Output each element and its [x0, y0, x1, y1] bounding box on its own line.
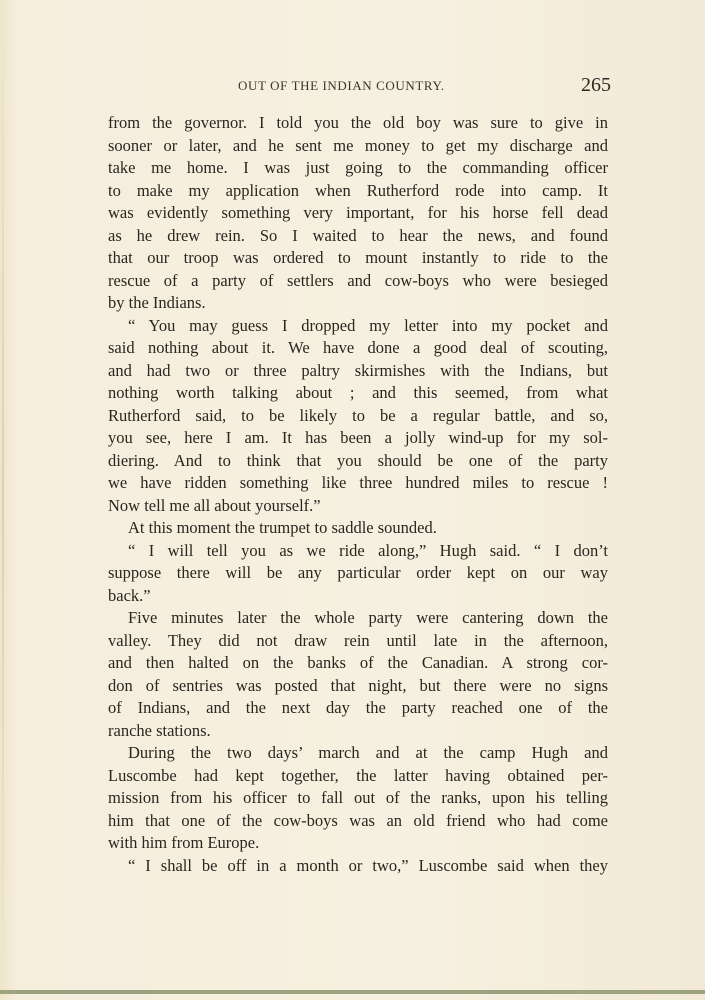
text-line: to make my application when Rutherford rode into camp. It	[108, 180, 608, 200]
text-line: At this moment the trumpet to saddle sounded.	[128, 518, 437, 537]
text-line: with him from Europe.	[108, 833, 260, 852]
text-line: that our troop was ordered to mount instantly to ride to the	[108, 248, 608, 267]
text-line: and had two or three paltry skirmishes with the Indians, but	[108, 360, 608, 380]
text-line: valley. They did not draw rein until late in the afternoon,	[108, 630, 608, 650]
text-line: you see, here I am. It has been a jolly wind-up for my sol-	[108, 428, 608, 447]
page-number: 265	[581, 74, 611, 96]
text-line: rescue of a party of settlers and cow-boys who were besieged	[108, 270, 608, 290]
running-title: OUT OF THE INDIAN COUNTRY.	[238, 78, 445, 93]
text-line: During the two days’ march and at the camp Hugh and	[128, 743, 608, 762]
text-line: by the Indians.	[108, 293, 206, 312]
text-line: ranche stations.	[108, 720, 211, 740]
text-line: don of sentries was posted that night, but there were no signs	[108, 675, 608, 695]
text-line: diering. And to think that you should be one of the party	[108, 450, 608, 470]
text-line: we have ridden something like three hundred miles to rescue !	[108, 473, 608, 492]
text-line: “ I will tell you as we ride along,” Hugh said. “ I don’t	[128, 540, 608, 560]
body-text	[108, 112, 608, 877]
text-line: Rutherford said, to be likely to be a regular battle, and so,	[108, 405, 608, 425]
text-line: and then halted on the banks of the Canadian. A strong cor-	[108, 653, 608, 672]
text-line: Five minutes later the whole party were cantering down the	[128, 608, 608, 627]
text-line: Now tell me all about yourself.”	[108, 495, 321, 515]
text-line: nothing worth talking about ; and this seemed, from what	[108, 383, 608, 402]
text-line: mission from his officer to fall out of the ranks, upon his telling	[108, 788, 608, 807]
running-head	[108, 74, 611, 98]
text-line: him that one of the cow-boys was an old friend who had come	[108, 810, 608, 830]
text-line: suppose there will be any particular order kept on our way	[108, 563, 608, 582]
text-line: said nothing about it. We have done a good deal of scouting,	[108, 338, 608, 357]
text-line: of Indians, and the next day the party reached one of the	[108, 698, 608, 717]
page-gutter-shadow	[2, 0, 4, 1000]
text-line: was evidently something very important, for his horse fell dead	[108, 203, 608, 222]
text-line: “ You may guess I dropped my letter into my pocket and	[128, 315, 608, 335]
text-line: from the governor. I told you the old boy was sure to give in	[108, 113, 608, 132]
bottom-edge-band	[0, 990, 705, 994]
text-line: “ I shall be off in a month or two,” Luscombe said when they	[128, 855, 608, 875]
text-line: as he drew rein. So I waited to hear the news, and found	[108, 225, 608, 245]
text-line: Luscombe had kept together, the latter having obtained per-	[108, 765, 608, 785]
text-line: take me home. I was just going to the commanding officer	[108, 158, 608, 177]
text-line: back.”	[108, 585, 151, 605]
text-line: sooner or later, and he sent me money to get my discharge and	[108, 135, 608, 155]
